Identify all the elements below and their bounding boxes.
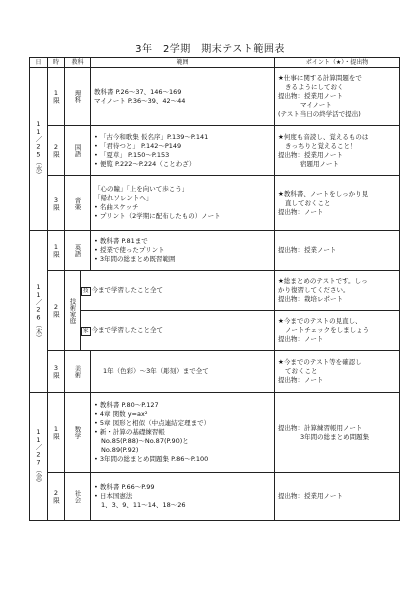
home-tag: 家 xyxy=(83,327,89,334)
point-cell: ★何度も音読し、覚えるものは きっちりと覚えること！ 提出物：授業用ノート 宿題用ノート xyxy=(275,126,400,176)
table-row xyxy=(30,126,400,176)
point-cell: 提出物：授業用ノート xyxy=(275,473,400,521)
range-cell: • 教科書 P.80～P.127 • 4章 関数 y=ax² • 5章 図形と相似（中点連結定理まで） • 新・計算の基礎練習帳 No.85(P.88)～No.87(P.90)と No.89(P.92) • 3年間の総まとめ問題集 P.86～P.100 xyxy=(91,393,275,473)
range-cell-tech: 技 今まで学習したこと全て xyxy=(81,271,275,311)
range-cell: 1年（色彩）～3年（彫刻）まで全て xyxy=(91,351,275,393)
subject-cell: 国語 xyxy=(65,126,91,176)
date-label: 11／27（金） xyxy=(34,427,43,486)
period-cell: 2限 xyxy=(48,473,65,521)
point-cell: 提出物：計算練習帳用ノート 3年間の総まとめ問題集 xyxy=(275,393,400,473)
range-cell: 教科書 P.26～37、146～169 マイノート P.36～39、42～44 xyxy=(91,68,275,126)
period-cell: 3限 xyxy=(48,351,65,393)
period-cell: 1限 xyxy=(48,231,65,271)
date-cell-day3 xyxy=(30,393,48,521)
point-cell-home: ★今までのテストの見直し、 ノートチェックをしましょう 提出物：ノート xyxy=(275,311,400,351)
point-cell-tech: ★総まとめのテストです。しっ かり復習してください。 提出物：栽培レポート xyxy=(275,271,400,311)
point-cell: 提出物：授業ノート xyxy=(275,231,400,271)
period-cell: 1限 xyxy=(48,393,65,473)
tech-tag: 技 xyxy=(83,287,89,294)
point-cell: ★今までのテスト等を確認し ておくこと 提出物：ノート xyxy=(275,351,400,393)
period-cell: 3限 xyxy=(48,176,65,231)
header-row xyxy=(30,58,400,68)
point-cell: ★教科書、ノートをしっかり見 直しておくこと 提出物：ノート xyxy=(275,176,400,231)
table-row xyxy=(30,68,400,126)
period-cell: 2限 xyxy=(48,126,65,176)
date-cell-day2 xyxy=(30,231,48,393)
table-row xyxy=(30,351,400,393)
table-row xyxy=(30,231,400,271)
page-title: 3年 2学期 期末テスト範囲表 xyxy=(135,44,285,55)
header-range: 範囲 xyxy=(91,58,275,68)
header-point: ポイント（★）・提出物 xyxy=(275,58,400,68)
subject-cell: 理科 xyxy=(65,68,91,126)
table-row xyxy=(30,271,400,311)
range-cell: • 教科書 P.66～P.99 • 日本国憲法 1、3、9、11～14、18～26 xyxy=(91,473,275,521)
point-cell: ★仕事に関する計算問題をで きるようにしておく 提出物：授業用ノート マイノート (テスト当日の終学活で提出) xyxy=(275,68,400,126)
subject-cell: 数学 xyxy=(65,393,91,473)
range-cell: • 教科書 P.81まで • 授業で使ったプリント • 3年間の総まとめ既習範囲 xyxy=(91,231,275,271)
table-row xyxy=(30,393,400,473)
range-cell: 「心の瞳」「上を向いて歩こう」 「帰れソレントへ」 • 名曲スケッチ • プリント（2学期に配布したもの）ノート xyxy=(91,176,275,231)
range-cell: • 「古今和歌集 仮名序」P.139～P.141 • 「君待つと」 P.142～P149 • 「夏草」 P.150～P.153 • 便覧 P.222～P.224（ことわざ） xyxy=(91,126,275,176)
header-period: 時 xyxy=(48,58,65,68)
subject-cell: 技術 家庭 xyxy=(65,271,81,351)
table-row xyxy=(30,311,400,351)
range-cell-home: 家 今まで学習したこと全て xyxy=(81,311,275,351)
exam-range-table xyxy=(29,57,400,521)
subject-cell: 音楽 xyxy=(65,176,91,231)
table-row xyxy=(30,473,400,521)
period-cell: 1限 xyxy=(48,68,65,126)
header-day: 日 xyxy=(30,58,48,68)
period-cell: 2限 xyxy=(48,271,65,351)
date-label: 11／26（木） xyxy=(34,282,43,341)
subject-cell: 美術 xyxy=(65,351,91,393)
table-row xyxy=(30,176,400,231)
date-label: 11／25（水） xyxy=(34,120,43,178)
date-cell-day1 xyxy=(30,68,48,231)
header-subject: 教科 xyxy=(65,58,91,68)
subject-cell: 英語 xyxy=(65,231,91,271)
subject-cell: 社会 xyxy=(65,473,91,521)
